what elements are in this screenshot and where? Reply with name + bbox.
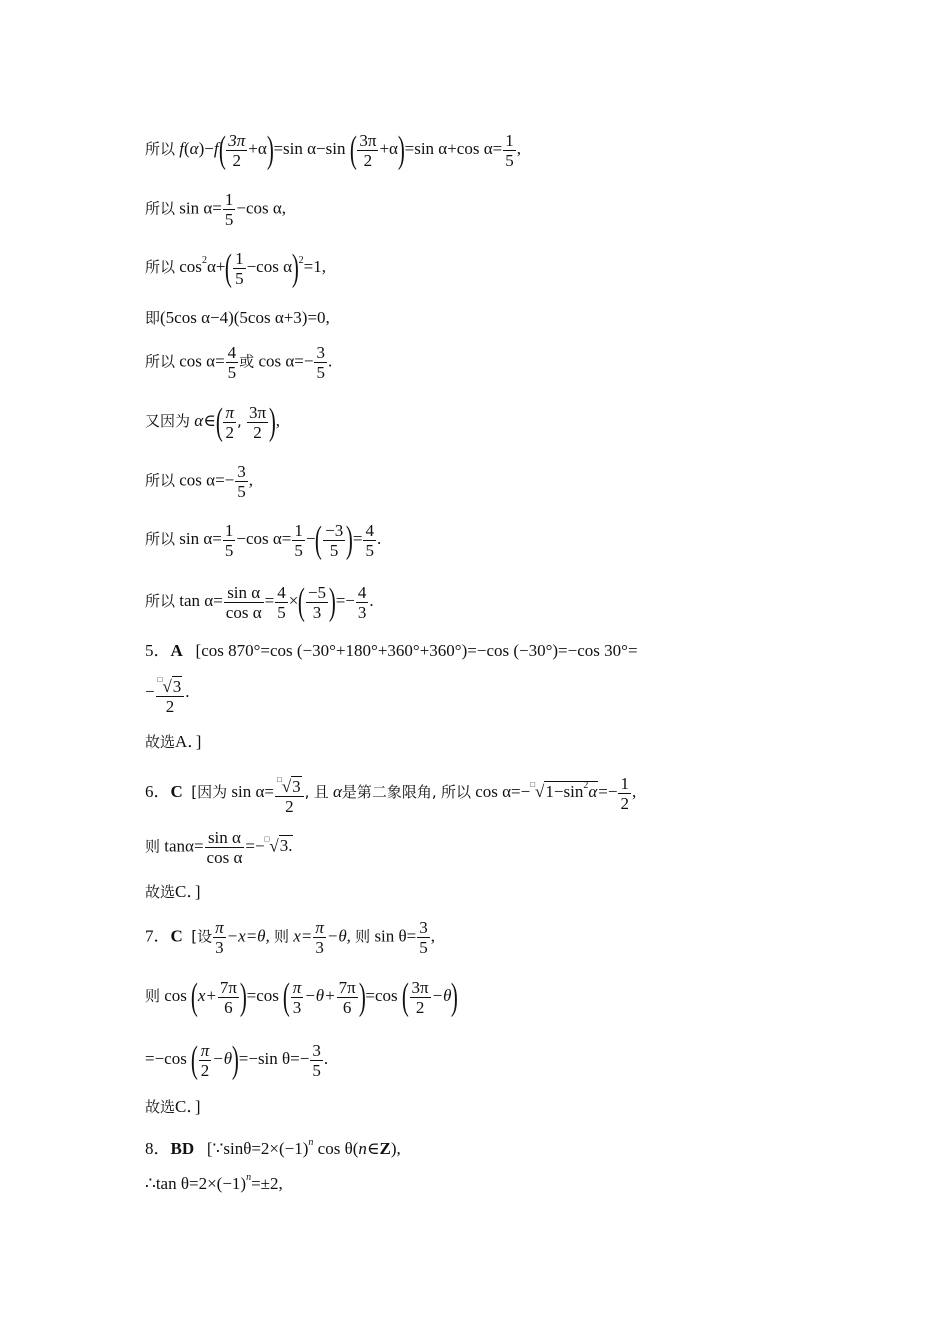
text: sin α= [231, 781, 274, 801]
numerator: π [215, 918, 224, 937]
question-number: 8． [145, 1139, 171, 1158]
numerator: 3 [419, 918, 428, 937]
fraction [292, 521, 305, 560]
text: =− [245, 836, 265, 856]
text: − [145, 681, 155, 701]
text: . [185, 681, 190, 701]
left-paren: ( [191, 976, 198, 1018]
numerator: −3 [325, 520, 344, 540]
text: α [588, 781, 598, 801]
denominator: 3 [357, 602, 367, 622]
numerator: 3π [249, 402, 267, 422]
text: cos α=− [258, 351, 314, 371]
text: , [248, 470, 254, 490]
denominator: 6 [342, 997, 352, 1017]
numerator: −5 [307, 582, 327, 602]
numerator: 4 [277, 582, 286, 602]
text: −θ [212, 1048, 233, 1068]
denominator: 5 [419, 938, 428, 957]
text: − [305, 528, 316, 548]
numerator: 1 [224, 520, 234, 540]
fraction [224, 583, 264, 622]
denominator: 2 [165, 697, 175, 716]
left-paren: ( [190, 1039, 198, 1081]
numerator: 4 [357, 582, 367, 602]
text: +α [379, 138, 398, 158]
fraction [213, 918, 226, 957]
text: cos α=− [475, 781, 531, 801]
text: , [236, 411, 242, 430]
text: 是第二象限角, [341, 782, 437, 801]
text: 且 [313, 782, 329, 801]
text: 则 [145, 837, 161, 856]
fraction [226, 343, 239, 382]
text: 所以 [145, 591, 176, 610]
text: α [332, 781, 342, 801]
text: [cos 870°=cos (−30°+180°+360°+360°)=−cos (−30°)=−cos 30°= [195, 641, 638, 660]
denominator: 5 [227, 363, 237, 382]
line-9 [145, 582, 374, 622]
fraction [205, 828, 245, 867]
text: +α [248, 138, 267, 158]
left-paren: ( [215, 401, 223, 443]
right-paren: ) [268, 401, 276, 443]
placeholder-box: □ [264, 834, 270, 844]
answer-letter: A [170, 641, 183, 660]
line-19 [145, 1097, 201, 1117]
numerator: 3π [228, 130, 246, 150]
line-14: 则 tanα= $\frac{\text{sin α}}{\text{cos α}}$ =−□√3. [145, 828, 293, 867]
text: 所以 [145, 352, 176, 371]
right-paren: ) [266, 129, 274, 171]
text: , [275, 410, 280, 430]
placeholder-box: □ [530, 779, 536, 789]
text: 所以 [440, 782, 471, 801]
text: 或 [239, 352, 255, 371]
denominator: 5 [312, 1060, 321, 1080]
left-paren: ( [401, 976, 409, 1018]
line-21 [145, 1168, 283, 1194]
line-1 [145, 130, 521, 170]
text: . [369, 590, 374, 610]
numerator: π [225, 402, 234, 422]
text: 1−sin [545, 781, 584, 801]
text: ), [390, 1139, 401, 1158]
line-17 [145, 977, 458, 1017]
text: , [516, 138, 521, 158]
text: −cos α [246, 256, 292, 276]
text: 所以 [145, 257, 176, 276]
superscript: 2 [583, 779, 589, 791]
text: . [323, 1048, 329, 1068]
fraction [223, 190, 236, 229]
fraction [337, 978, 358, 1017]
denominator: 3 [292, 997, 302, 1017]
denominator: 2 [253, 422, 262, 442]
numerator: 1 [620, 773, 629, 793]
text: C．] [175, 882, 201, 901]
fraction [218, 978, 239, 1017]
line-13: 6．C [因为 sin α= $\frac{^□√3}{2}$ , 且 α是第二象限角, 所以 $\cos \alpha=-^□√1-\sin^2\alpha=-$ $\frac{1}{2}$ , [145, 770, 636, 816]
line-3 [145, 248, 326, 288]
text: sin θ= [374, 926, 417, 946]
line-8 [145, 520, 381, 560]
numerator: 4 [365, 520, 374, 540]
left-paren: ( [282, 976, 290, 1018]
text: A．] [175, 732, 202, 751]
text: × [288, 590, 299, 610]
text: x+ [197, 985, 217, 1005]
denominator: 5 [237, 482, 246, 501]
placeholder-box: □ [157, 675, 163, 684]
numerator: 4 [227, 343, 237, 362]
denominator: cos α [225, 602, 262, 622]
text: α [189, 138, 199, 158]
line-16 [145, 918, 435, 957]
fraction [313, 918, 326, 957]
text: =±2, [251, 1174, 283, 1193]
question-number: 6． [145, 781, 171, 801]
text: cos α=− [179, 470, 235, 490]
answer-letter: C [170, 926, 183, 946]
text: [因为 [191, 782, 228, 801]
line-5 [145, 343, 332, 382]
text: =sin α−sin [273, 138, 346, 158]
text: 则 [145, 986, 161, 1005]
denominator: 5 [277, 602, 286, 622]
numerator: sin α [224, 583, 264, 603]
text: 又因为 [145, 411, 191, 430]
text: 则 [355, 927, 371, 946]
fraction [306, 583, 328, 622]
text: ( [184, 138, 190, 158]
text: Z [379, 1139, 391, 1158]
fraction: $\frac{^□√3}{2}$ [156, 670, 185, 716]
denominator: 2 [415, 997, 425, 1017]
text: . [376, 528, 382, 548]
right-paren: ) [358, 976, 366, 1018]
fraction: $\frac{^□√3}{2}$ [275, 770, 304, 816]
text: 所以 [145, 471, 176, 490]
numerator: 1 [235, 248, 244, 268]
text: ∈ [366, 1139, 380, 1158]
denominator: 2 [620, 793, 629, 813]
text: [设 [191, 927, 213, 946]
text: cos θ( [313, 1139, 359, 1158]
text: tan α= [179, 590, 223, 610]
text: sin α= [179, 198, 222, 218]
question-number: 7． [145, 926, 171, 946]
fraction [291, 978, 304, 1017]
text: 即 [145, 309, 161, 327]
text: =cos [365, 985, 398, 1005]
denominator: 3 [315, 938, 324, 957]
denominator: 5 [329, 540, 339, 560]
text: , [304, 782, 310, 801]
numerator: 1 [505, 130, 514, 150]
numerator: 3 [312, 1040, 321, 1060]
fraction [410, 978, 431, 1017]
denominator: 5 [224, 540, 234, 560]
line-7 [145, 462, 253, 501]
text: (5cos α−4)(5cos α+3)=0, [160, 308, 330, 327]
fraction [247, 403, 268, 442]
fraction [310, 1041, 323, 1080]
fraction [323, 521, 345, 560]
text: )− [198, 138, 214, 158]
line-15 [145, 882, 201, 902]
fraction [417, 918, 430, 957]
denominator: 2 [285, 797, 294, 816]
denominator: 5 [316, 363, 325, 382]
text: 故选 [145, 883, 176, 901]
denominator: 3 [312, 602, 322, 622]
left-paren: ( [218, 129, 226, 171]
denominator: 5 [224, 210, 234, 229]
line-20 [145, 1133, 401, 1159]
text: , [631, 781, 637, 801]
line-4 [145, 308, 330, 328]
left-paren: ( [225, 247, 233, 289]
numerator: 3 [316, 343, 325, 362]
denominator: 6 [224, 997, 233, 1017]
superscript: n [246, 1172, 252, 1183]
numerator: 3π [359, 130, 377, 150]
numerator: π [200, 1040, 210, 1060]
text: 所以 [145, 529, 176, 548]
denominator: 2 [232, 150, 242, 170]
text: 所以 [145, 139, 176, 158]
line-6 [145, 402, 280, 442]
denominator: 5 [505, 150, 514, 170]
denominator: 2 [363, 150, 373, 170]
right-paren: ) [346, 519, 354, 561]
text: n [358, 1139, 367, 1158]
left-paren: ( [315, 519, 323, 561]
text: f [179, 138, 184, 158]
superscript: 2 [201, 254, 207, 266]
fraction [199, 1041, 212, 1080]
fraction [618, 774, 631, 813]
denominator: 2 [200, 1060, 210, 1080]
text: . [327, 351, 333, 371]
fraction [226, 131, 247, 170]
text: =1, [303, 256, 326, 276]
fraction [275, 583, 288, 622]
superscript: 2 [298, 254, 304, 266]
text: −cos α= [236, 528, 292, 548]
fraction [357, 131, 378, 170]
fraction [223, 521, 236, 560]
text: ∴tan θ=2×(−1) [145, 1174, 247, 1193]
line-10 [145, 641, 638, 661]
right-paren: ) [451, 976, 459, 1018]
denominator: 5 [294, 540, 303, 560]
fraction [314, 343, 327, 382]
numerator: π [292, 977, 302, 997]
fraction [356, 583, 369, 622]
numerator: 1 [224, 190, 234, 209]
superscript: n [308, 1137, 314, 1148]
text: α∈ [194, 410, 216, 430]
line-11 [145, 670, 190, 716]
text: cos α= [179, 351, 225, 371]
numerator: 3π [411, 977, 429, 997]
text: =cos [246, 985, 279, 1005]
text: −θ+ [304, 985, 336, 1005]
numerator: 1 [294, 520, 303, 540]
numerator: 3 [172, 677, 182, 696]
denominator: 5 [365, 540, 374, 560]
fraction [233, 249, 246, 288]
text: −x=θ, [226, 926, 270, 946]
line-12 [145, 732, 201, 752]
text: −cos α, [236, 198, 287, 218]
text: α+ [206, 256, 226, 276]
text: = [352, 528, 363, 548]
denominator: 5 [235, 268, 244, 288]
text: 故选 [145, 733, 176, 751]
numerator: 3 [237, 462, 246, 481]
text: =−sin θ=− [238, 1048, 310, 1068]
text: 则 [274, 927, 290, 946]
right-paren: ) [239, 976, 247, 1018]
text: = [264, 590, 275, 610]
text: sin α= [179, 528, 222, 548]
numerator: 3 [292, 777, 301, 796]
text: 故选 [145, 1098, 176, 1116]
fraction [223, 403, 236, 442]
denominator: 3 [215, 938, 224, 957]
answer-letter: C [170, 781, 183, 801]
text: −θ [431, 985, 452, 1005]
right-paren: ) [328, 581, 336, 623]
text: cos [164, 985, 187, 1005]
text: −θ, [326, 926, 351, 946]
line-2 [145, 190, 286, 229]
denominator: 2 [225, 422, 234, 442]
text: =− [335, 590, 355, 610]
fraction [503, 131, 516, 170]
text: , [430, 926, 436, 946]
numerator: 7π [338, 977, 356, 997]
answer-letter: BD [170, 1139, 195, 1158]
text: 3. [279, 836, 293, 856]
numerator: sin α [205, 828, 245, 848]
numerator: π [315, 918, 324, 937]
text: [∵sinθ=2×(−1) [206, 1139, 309, 1158]
left-paren: ( [349, 129, 357, 171]
fraction [235, 462, 248, 501]
right-paren: ) [397, 129, 405, 171]
numerator: 7π [219, 977, 237, 997]
line-18 [145, 1040, 328, 1080]
right-paren: ) [231, 1039, 239, 1081]
question-number: 5． [145, 641, 171, 660]
text: =−cos [145, 1048, 187, 1068]
placeholder-box: □ [276, 775, 282, 784]
right-paren: ) [291, 247, 299, 289]
text: tanα= [164, 836, 204, 856]
text: =− [598, 781, 618, 801]
text: x= [293, 926, 313, 946]
fraction [363, 521, 376, 560]
denominator: cos α [206, 848, 243, 867]
text: =sin α+cos α= [404, 138, 503, 158]
text: f [213, 138, 219, 158]
text: cos [179, 256, 202, 276]
text: 所以 [145, 199, 176, 218]
left-paren: ( [298, 581, 306, 623]
text: C．] [175, 1097, 201, 1116]
